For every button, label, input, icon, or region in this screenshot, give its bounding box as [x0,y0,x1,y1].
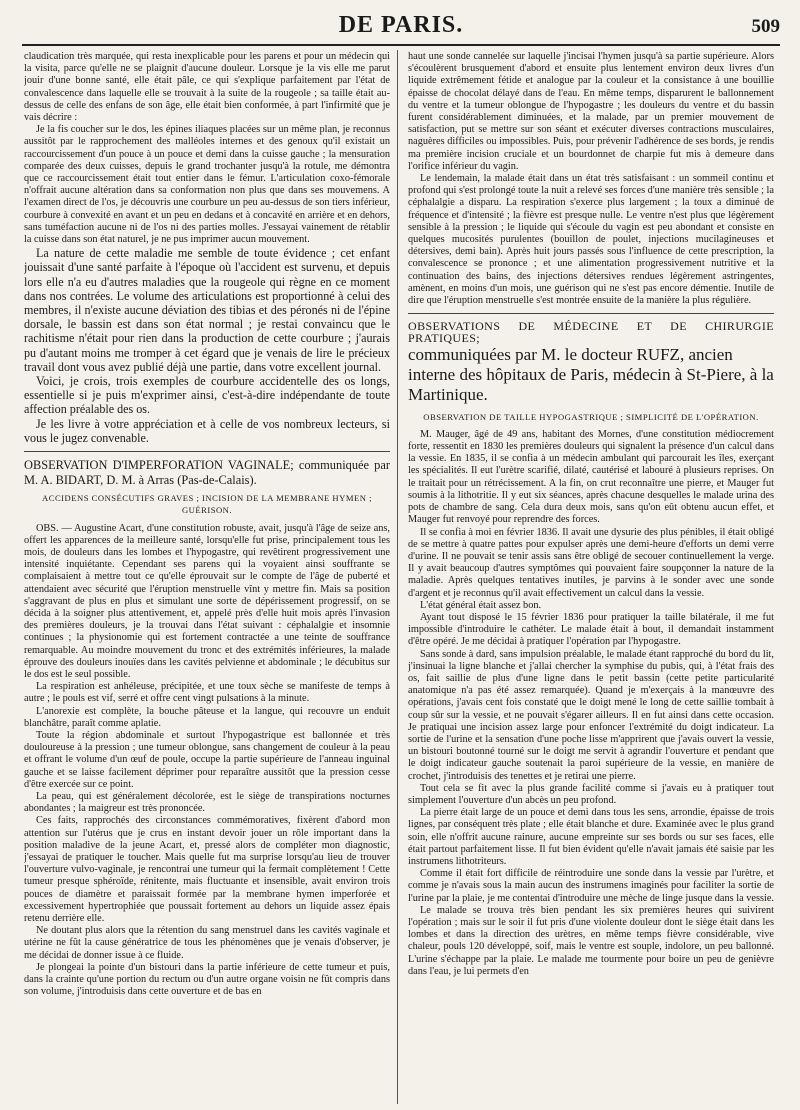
section-subtitle: ACCIDENS CONSÉCUTIFS GRAVES ; INCISION DE LA MEMBRANE HYMEN ; GUÉRISON. [42,493,372,516]
paragraph: OBS. — Augustine Acart, d'une constitution robuste, avait, jusqu'à l'âge de seize ans, offert les apparences de la meilleure santé, lorsqu'elle fut prise, principalement tous les mois, de douleurs dans les lombes et l'hypogastre, qui revêtirent progressivement une intensité inquiétante. Cependant ses parens qui la voyaient ainsi souffrante se complaisaient à mettre tout ce qu'elle éprouvait sur le compte de l'âge de puberté et attendaient avec sécurité que l'éruption menstruelle vînt y mettre fin. Mais sa position s'aggravant de plus en plus et simulant une sorte de dépérissement progressif, on se décida à la soigner plus attentivement, et, appelé près d'elle huit mois après l'invasion des premières douleurs, je la trouvai dans l'état suivant : céphalalgie et insomnie continues ; la physionomie qui est fortement contractée a une teinte de souffrance remarquable. Au moindre mouvement du tronc et des extrémités inférieures, la malade éprouve des douleurs inouïes dans les cavités pelvienne et abdominale ; le décubitus sur le dos est le seul possible. [24,522,390,680]
paragraph: Voici, je crois, trois exemples de courbure accidentelle des os longs, essentielle si je puis m'exprimer ainsi, c'est-à-dire indépendante de toute affection préalable des os. [24,374,390,417]
paragraph: Ces faits, rapprochés des circonstances commémoratives, fixèrent d'abord mon attention sur l'utérus que je crus en instant devoir jouer un rôle important dans la position maladive de la jeune Acart, et, pressé alors de compléter mon diagnostic, j'essayai de pratiquer le toucher. Mais quelle fut ma surprise lorsqu'au lieu de trouver l'ouverture vulvo-vaginale, je rencontrai une tumeur qui la fermait complètement ! Cette tumeur presque sphéroïde, rénitente, mais fluctuante et insensible, avait environ trois pouces de diamètre et paraissait formée par la membrane hymen imperforée et excessivement hypertrophiée que poussait fortement au dehors un liquide assez épais retenu derrière elle. [24,815,390,924]
paragraph: Je les livre à votre appréciation et à celle de vos nombreux lecteurs, si vous le jugez convenable. [24,416,390,445]
column-divider [397,50,398,1104]
paragraph: Je la fis coucher sur le dos, les épines iliaques placées sur un même plan, je reconnus aussitôt par le rapprochement des malléoles internes et des genoux qu'il existait un raccourcissement d'un pouce à un pouce et demi dans la cuisse gauche ; la mensuration comparée des deux cuisses, depuis le grand trochanter jusqu'à la rotule, me démontra que ce raccourcissement était tout entier dans le fémur. L'articulation coxo-fémorale n'offrait aucune altération dans sa conformation non plus que dans ses mouvemens. A l'examen direct de l'os, je découvris une courbure un peu au-dessus de son tiers inférieur, courbure à convexité en avant et un peu en dedans et à concavité en arrière et en dehors, sans tuméfaction aucune ni de l'os ni des parties molles. J'essayai vainement de rétablir la cuisse dans son état naturel, je ne pus imprimer aucun mouvement. [24,124,390,246]
paragraph: L'état général était assez bon. [420,599,542,611]
large-text-block [24,246,390,445]
header-rule [22,44,780,46]
paragraph: Ayant tout disposé le 15 février 1836 pour pratiquer la taille bilatérale, il me fut impossible d'introduire le cathéter. Le malade était à bout, il demandait instamment d'être opéré. Je me décidai à pratiquer l'opération par l'hypogastre. [408,611,774,648]
paragraph: Sans sonde à dard, sans impulsion préalable, le malade étant rapproché du bord du lit, j'insinuai la ligne blanche et j'allai chercher la symphise du pubis, qui, à l'état frais des os, fait saillie de plus d'une ligne dans le petit bassin (cette petite particularité anatomique n'a pas été assez remarquée). Quand je m'exerçais à la manœuvre des opérations, j'avais cent fois constaté que le doigt mené le long de cette saillie tombait à coup sûr sur la vessie, et ne pouvait s'égarer ailleurs. Il en fut ainsi dans cette occasion. Je pratiquai une incision assez large pour enfoncer l'extrémité du doigt indicateur. La sortie de l'urine et la sensation d'une poche lisse m'apprirent que j'avais ouvert la vessie, un bistouri boutonné tourné sur le doigt me servit à agrandir l'ouverture et pendant que le doigt indicateur gauche soutenait la paroi supérieure de la vessie, en manière de crochet, j'introduisis des tenettes et je retirai une pierre. [408,648,774,782]
section-subtitle: OBSERVATION DE TAILLE HYPOGASTRIQUE ; SIMPLICITÉ DE L'OPÉRATION. [423,411,759,422]
newspaper-title: DE PARIS. [338,12,464,38]
section-separator [24,451,390,452]
page-header [22,14,780,42]
section-title: OBSERVATION D'IMPERFORATION VAGINALE; communiquée par M. A. BIDART, D. M. à Arras (Pas-de-Calais). [24,458,390,488]
paragraph: haut une sonde cannelée sur laquelle j'incisai l'hymen jusqu'à sa partie supérieure. Alors s'écoulèrent brusquement d'abord et ensuite plus lentement environ deux livres d'un liquide extrêmement fétide et analogue par la couleur et la consistance à une bouillie épaisse de chocolat délayé dans de l'eau. En même temps, disparurent le ballonnement du ventre et la tumeur oblongue de l'hypogastre ; les douleurs du ventre et du bassin furent considérablement diminuées, et la malade, par un premier mouvement de satisfaction, put se mettre sur son séant et exécuter diverses contractions musculaires, naguères difficiles ou impossibles. Puis, pour prévenir l'adhérence de ses bords, je rendis ma première incision cruciale et un bourdonnet de charpie fut mis à demeure dans l'orifice inférieur du vagin. [408,51,774,172]
page-number: 509 [751,16,780,37]
paragraph: Le malade se trouva très bien pendant les six premières heures qui suivirent l'opération ; mais sur le soir il fut pris d'une violente douleur dont le siège était dans les lombes et dans la direction des urètres, en même temps fièvre considérable, vive chaleur, pouls 120 développé, soif, mais le ventre est souple, indolore, un peu ballonné. L'urine s'échappe par la plaie. Le malade me tourmente pour boire un peu de genièvre dans l'eau, je lui permets d'en [408,904,774,977]
paragraph: Tout cela se fit avec la plus grande facilité comme si j'avais eu à pratiquer tout simplement l'ouverture d'un abcès un peu profond. [408,782,774,806]
paragraph: Il se confia à moi en février 1836. Il avait une dysurie des plus pénibles, il était obligé de se mettre à quatre pattes pour expulser après une demi-heure d'efforts un demi verre d'urine. Il ne pouvait se tenir assis sans être obligé de secouer continuellement la verge. Il y avait beaucoup d'autres symptômes qui pouvaient faire soupçonner la nature de la maladie. Après quelques tentatives inutiles, je parvins à le sonder avec une sonde d'argent et je reconnus qu'il avait effectivement un calcul dans la vessie. [408,526,774,599]
paragraph: La nature de cette maladie me semble de toute évidence ; cet enfant jouissait d'une santé parfaite à l'époque où l'accident est survenu, et depuis lors elle n'a eu d'autres maladies que la rougeole qui règne en ce moment dans nos contrées. Le volume des articulations est proportionné à celui des membres, il n'existe aucune déviation des tibias et des péronés ni de l'épine dorsale, le bassin est dans son état normal ; je restai convaincu que le rachitisme n'était pour rien dans la production de cette courbure ; j'aurais pu d'autant moins me tromper à cet égard que je venais de lire le précieux travail dont vous avez publié déjà une partie, dans votre excellent journal. [24,246,390,374]
paragraph: Toute la région abdominale et surtout l'hypogastrique est ballonnée et très douloureuse à la pression ; une tumeur oblongue, sans changement de couleur à la peau et offrant le volume d'un œuf de poule, occupe la partie supérieure de l'anneau inguinal gauche et se laisse facilement déprimer pour reparaître aussitôt que la pression cesse d'être exercée sur ce point. [24,729,390,790]
paragraph: Le lendemain, la malade était dans un état très satisfaisant : un sommeil continu et profond qui s'est prolongé toute la nuit a relevé ses forces d'une manière très sensible ; la céphalalgie a disparu. La respiration s'exerce plus largement ; la toux a diminué de fréquence et d'intensité ; la fièvre est presque nulle. Le ventre n'est plus que légèrement sensible à la pression ; le liquide qui s'écoule du vagin est peu abondant et consiste en quelques mucosités purulentes (bouillon de poulet, injections mucilagineuses et détersives, demi bain). Après huit jours passés sous l'influence de cette prescription, la convalescence se prononce ; et une alimentation progressivement nutritive et la continuation des bains, des injections détersives rendues légèrement astringentes, amènent, en moins d'un mois, une guérison qui ne s'est pas encore démentie. Inutile de dire que l'éruption menstruelle s'est montrée ensuite de la manière la plus régulière. [408,173,774,307]
paragraph: Comme il était fort difficile de réintroduire une sonde dans la vessie par l'urètre, et comme je n'avais sous la main aucun des instrumens imaginés pour faciliter la sortie de l'urine par la plaie, je me contentai d'introduire une mèche de linge jusque dans la vessie. [408,868,774,904]
left-column [24,51,390,1103]
paragraph: Ne doutant plus alors que la rétention du sang menstruel dans les cavités vaginale et utérine ne fût la cause génératrice de tous les phénomènes que je venais d'observer, je me décidai de donner issue à ce fluide. [24,925,390,961]
section-title: communiquées par M. le docteur RUFZ, ancien interne des hôpitaux de Paris, médecin à St-Piere, à la Martinique. [408,344,774,404]
paragraph: Je plongeai la pointe d'un bistouri dans la partie inférieure de cette tumeur et puis, dans la crainte qu'une portion du rectum ou d'un autre organe voisin ne fût compris dans son volume, j'introduisis dans cette ouverture et de bas en [24,961,390,998]
section-separator [408,313,774,314]
paragraph: La respiration est anhéleuse, précipitée, et une toux sèche se manifeste de temps à autre ; le pouls est vif, serré et offre cent vingt pulsations à la minute. [24,681,390,705]
paragraph: claudication très marquée, qui resta inexplicable pour les parens et pour un médecin qui la visita, parce qu'elle ne se plaignit d'aucune douleur. Lorsque je la vis elle me parut jouir d'une bonne santé, elle était pâle, ce qui s'explique parfaitement par l'état de convalescence dans laquelle elle se trouvait à la suite de la rougeole ; sa taille était au-dessus de celle des enfans de son âge, elle était bien conformée, à part l'infirmité que je vais décrire : [24,51,390,124]
section-heading: OBSERVATIONS DE MÉDECINE ET DE CHIRURGIE PRATIQUES; [408,319,774,346]
paragraph: M. Mauger, âgé de 49 ans, habitant des Mornes, d'une constitution médiocrement forte, ressentit en 1830 les premières douleurs qui signalent la présence d'un calcul dans la vessie. En 1835, il se confia à un médecin ambulant qui parcourait les îles, exerçant les spécialités. Il eut l'urètre scarifié, dilaté, cautérisé et labouré à plusieurs reprises. On le traitait pour un rétrécissement. A la fin, on crut reconnaître une pierre, et Mauger fut soumis à la lithotritie. Il y eut six séances, après chacune desquelles le malade urina des pots de chambre de sang. Cela dura deux mois, sans qu'on eût obtenu aucun effet, et Mauger fut renvoyé pour reprendre des forces. [408,428,774,526]
paragraph: L'anorexie est complète, la bouche pâteuse et la langue, qui recouvre un enduit blanchâtre, paraît comme aplatie. [24,705,390,729]
right-column [408,51,774,1103]
paragraph: La peau, qui est généralement décolorée, est le siège de transpirations nocturnes abondantes ; la maigreur est très prononcée. [24,790,390,815]
paragraph: La pierre était large de un pouce et demi dans tous les sens, arrondie, épaisse de trois lignes, par conséquent très plate ; elle était blanche et dure. Examinée avec le plus grand soin, elle n'offrit aucune rainure, aucune empreinte sur ses bords ou sur ses faces, elle était partout parfaitement lisse. Il fut bien évident qu'elle n'avait jamais été saisie par les instrumens lithotriteurs. [408,807,774,867]
